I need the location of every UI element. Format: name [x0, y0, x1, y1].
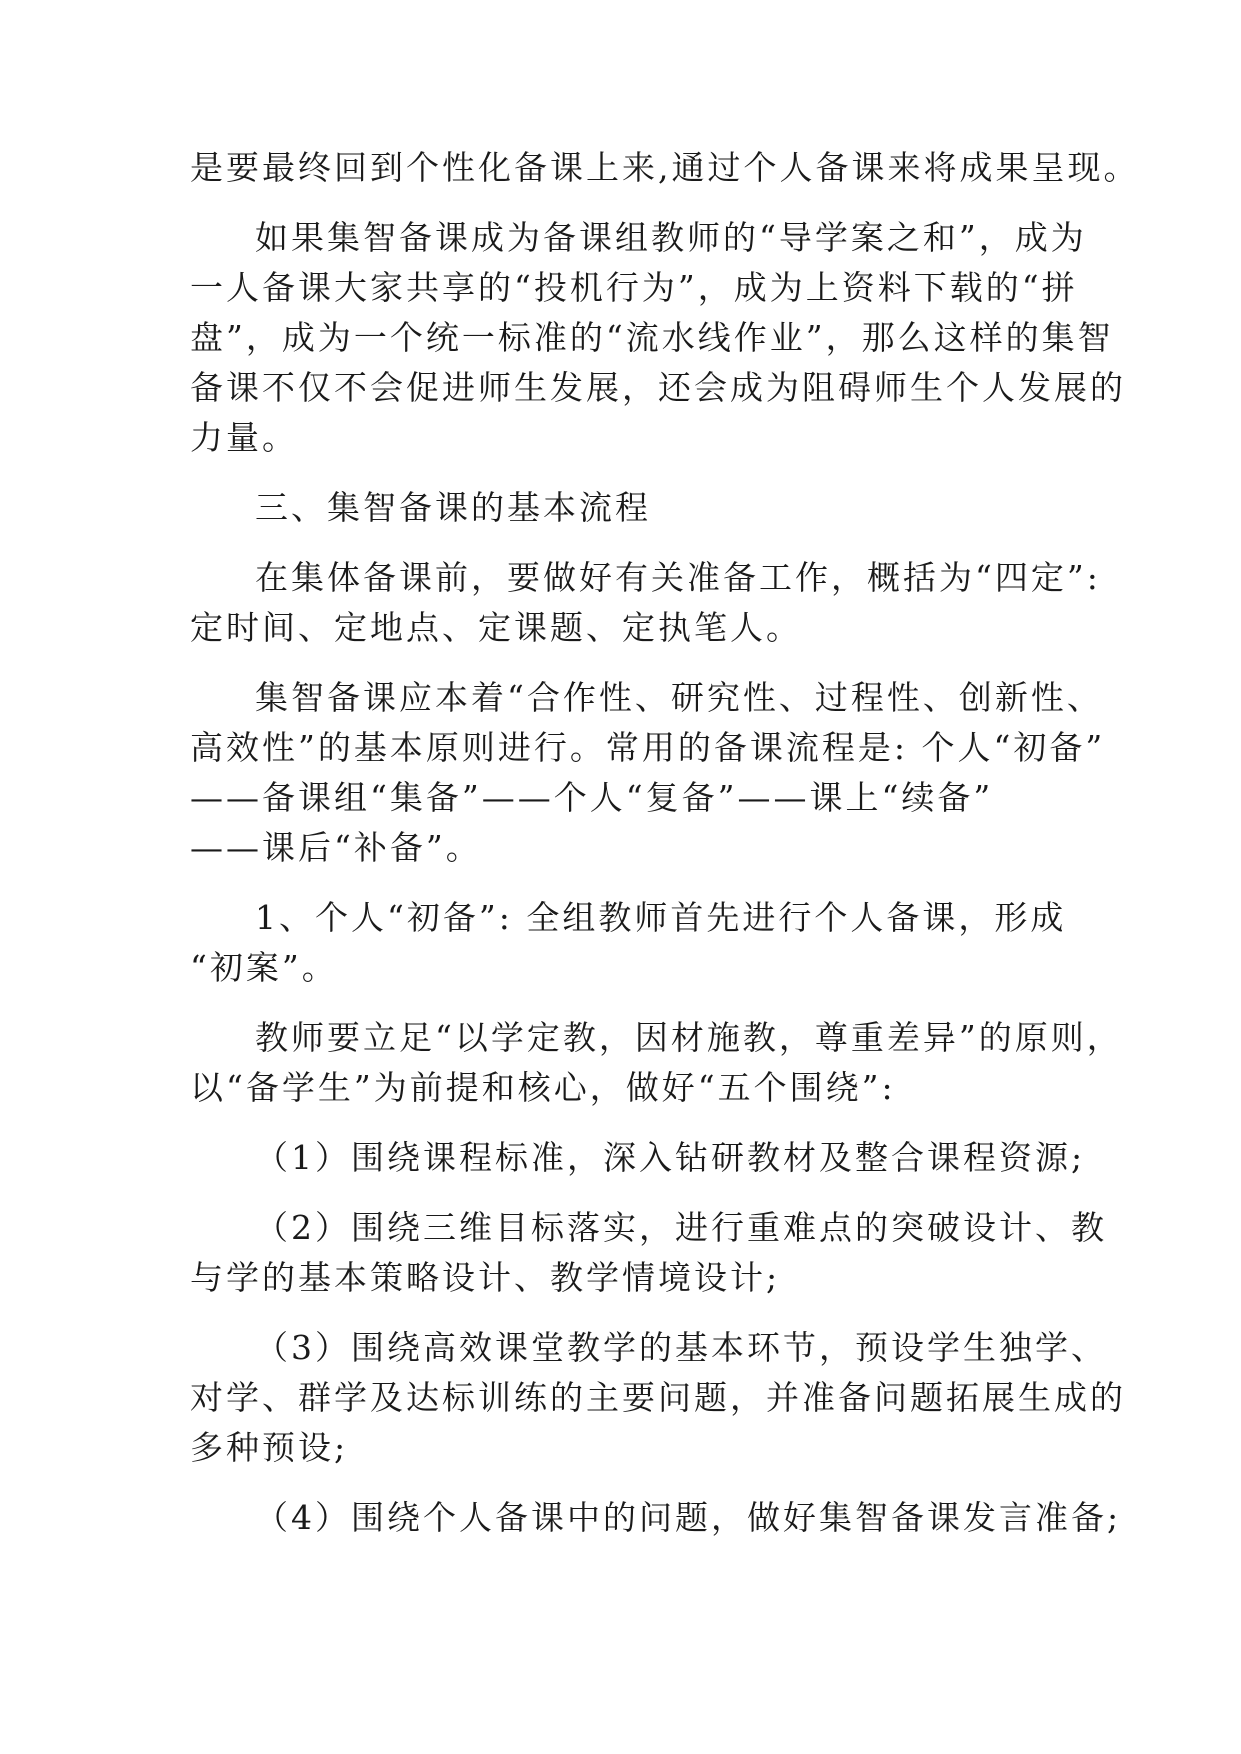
text-line: 高效性”的基本原则进行。常用的备课流程是: 个人“初备” — [190, 728, 1106, 767]
text-line: 多种预设; — [190, 1428, 349, 1467]
text-line: 以“备学生”为前提和核心，做好“五个围绕”: — [190, 1068, 896, 1107]
paragraph-first-line: 教师要立足“以学定教，因材施教，尊重差异”的原则， — [255, 1018, 1123, 1057]
text-line: 一人备课大家共享的“投机行为”，成为上资料下载的“拼 — [190, 268, 1078, 307]
list-item: （4）围绕个人备课中的问题，做好集智备课发言准备; — [255, 1498, 1122, 1537]
paragraph-first-line: 如果集智备课成为备课组教师的“导学案之和”，成为 — [255, 218, 1087, 257]
list-item: （2）围绕三维目标落实，进行重难点的突破设计、教 — [255, 1208, 1107, 1247]
numbered-item: 1、个人“初备”: 全组教师首先进行个人备课，形成 — [255, 898, 1067, 937]
text-line: 力量。 — [190, 418, 298, 457]
text-line: “初案”。 — [190, 948, 338, 987]
text-line: 与学的基本策略设计、教学情境设计; — [190, 1258, 781, 1297]
text-line: 备课不仅不会促进师生发展，还会成为阻碍师生个人发展的 — [190, 368, 1126, 407]
paragraph-first-line: 集智备课应本着“合作性、研究性、过程性、创新性、 — [255, 678, 1103, 717]
text-line: ——课后“补备”。 — [190, 828, 482, 867]
text-line: 对学、群学及达标训练的主要问题，并准备问题拓展生成的 — [190, 1378, 1126, 1417]
text-line-continuation: 是要最终回到个性化备课上来,通过个人备课来将成果呈现。 — [190, 148, 1140, 187]
paragraph-first-line: 在集体备课前，要做好有关准备工作，概括为“四定”: — [255, 558, 1101, 597]
list-item: （1）围绕课程标准，深入钻研教材及整合课程资源; — [255, 1138, 1086, 1177]
section-heading: 三、集智备课的基本流程 — [255, 488, 651, 527]
list-item: （3）围绕高效课堂教学的基本环节，预设学生独学、 — [255, 1328, 1107, 1367]
text-line: 盘”，成为一个统一标准的“流水线作业”，那么这样的集智 — [190, 318, 1114, 357]
text-line: 定时间、定地点、定课题、定执笔人。 — [190, 608, 802, 647]
text-line: ——备课组“集备”——个人“复备”——课上“续备” — [190, 778, 994, 817]
